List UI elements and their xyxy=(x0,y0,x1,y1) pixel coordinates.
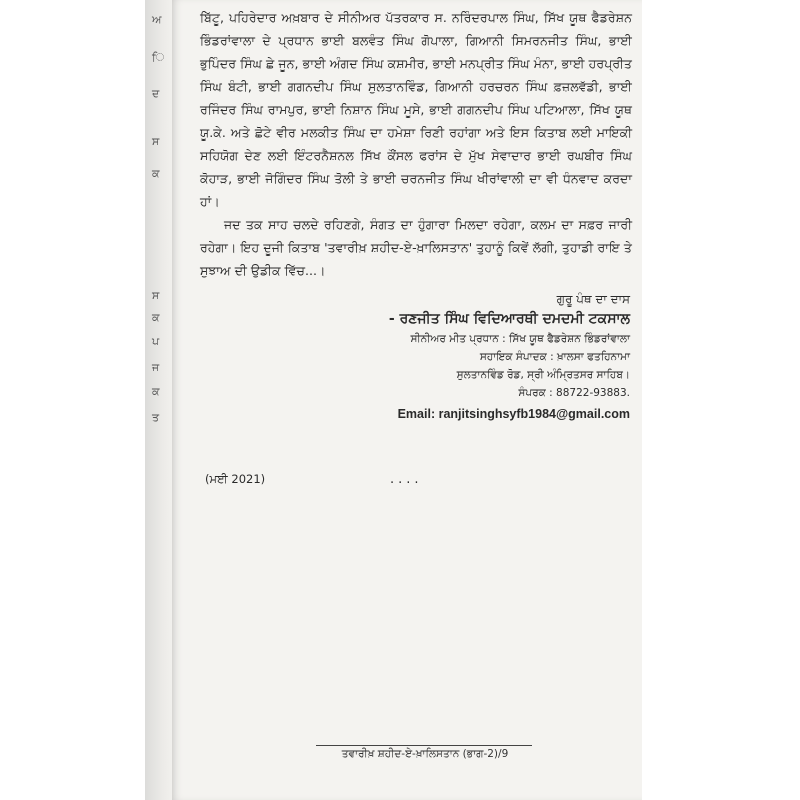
signature-address: ਸੁਲਤਾਨਵਿੰਡ ਰੋਡ, ਸ੍ਰੀ ਅੰਮ੍ਰਿਤਸਰ ਸਾਹਿਬ। xyxy=(456,369,630,381)
left-page-fragment: ਕ xyxy=(152,311,160,324)
left-page-fragment: ਕ xyxy=(152,385,160,398)
left-page-fragment: ਜ xyxy=(152,361,160,374)
left-page-fragment: ਅ xyxy=(152,13,162,26)
left-page-fragment: ਸ xyxy=(152,289,160,302)
left-page-fragment: ਪ xyxy=(152,335,160,348)
paragraph: ਜਦ ਤਕ ਸਾਹ ਚਲਦੇ ਰਹਿਣਗੇ, ਸੰਗਤ ਦਾ ਹੁੰਗਾਰਾ ਮਿਲਦਾ ਰਹੇਗਾ, ਕਲਮ ਦਾ ਸਫ਼ਰ ਜਾਰੀ ਰਹੇਗਾ। ਇਹ ਦੂਜੀ ਕਿਤਾਬ 'ਤਵਾਰੀਖ਼ ਸ਼ਹੀਦ-ਏ-ਖ਼ਾਲਿਸਤਾਨ' ਤੁਹਾਨੂੰ ਕਿਵੇਂ ਲੱਗੀ, ਤੁਹਾਡੀ ਰਾਇ ਤੇ ਸੁਝਾਅ ਦੀ ਉਡੀਕ ਵਿੱਚ...। xyxy=(200,217,632,278)
left-page-fragment: ਦ xyxy=(152,87,160,100)
signature-role: ਸੀਨੀਅਰ ਮੀਤ ਪ੍ਰਧਾਨ : ਸਿੱਖ ਯੂਥ ਫੈਡਰੇਸ਼ਨ ਭਿੰਡਰਾਂਵਾਲਾ xyxy=(410,333,630,345)
signature-salutation: ਗੁਰੂ ਪੰਥ ਦਾ ਦਾਸ xyxy=(556,292,630,306)
left-page-fragment: ਕ xyxy=(152,167,160,180)
footer-rule xyxy=(316,745,532,746)
body-text xyxy=(200,6,632,282)
left-page-fragment: ਤ xyxy=(152,411,160,424)
left-page-edge xyxy=(145,0,175,800)
signature-email: Email: ranjitsinghsyfb1984@gmail.com xyxy=(397,407,630,421)
signature-role: ਸਹਾਇਕ ਸੰਪਾਦਕ : ਖ਼ਾਲਸਾ ਫਤਹਿਨਾਮਾ xyxy=(479,351,630,363)
paragraph: ਬਿੱਟੂ, ਪਹਿਰੇਦਾਰ ਅਖ਼ਬਾਰ ਦੇ ਸੀਨੀਅਰ ਪੱਤਰਕਾਰ ਸ. ਨਰਿੰਦਰਪਾਲ ਸਿੰਘ, ਸਿੱਖ ਯੂਥ ਫੈਡਰੇਸ਼ਨ ਭਿੰਡਰਾਂਵਾਲਾ ਦੇ ਪ੍ਰਧਾਨ ਭਾਈ ਬਲਵੰਤ ਸਿੰਘ ਗੋਪਾਲਾ, ਗਿਆਨੀ ਸਿਮਰਨਜੀਤ ਸਿੰਘ, ਭਾਈ ਭੁਪਿੰਦਰ ਸਿੰਘ ਛੇ ਜੂਨ, ਭਾਈ ਅੰਗਦ ਸਿੰਘ ਕਸ਼ਮੀਰ, ਭਾਈ ਮਨਪ੍ਰੀਤ ਸਿੰਘ ਮੰਨਾ, ਭਾਈ ਹਰਪ੍ਰੀਤ ਸਿੰਘ ਬੰਟੀ, ਭਾਈ ਗਗਨਦੀਪ ਸਿੰਘ ਸੁਲਤਾਨਵਿੰਡ, ਗਿਆਨੀ ਹਰਚਰਨ ਸਿੰਘ ਫ਼ਜ਼ਲਵੱਡੀ, ਭਾਈ ਰਜਿੰਦਰ ਸਿੰਘ ਰਾਮਪੁਰ, ਭਾਈ ਨਿਸ਼ਾਨ ਸਿੰਘ ਮੂਸੇ, ਭਾਈ ਗਗਨਦੀਪ ਸਿੰਘ ਪਟਿਆਲਾ, ਸਿੱਖ ਯੂਥ ਯੂ.ਕੇ. ਅਤੇ ਛੋਟੇ ਵੀਰ ਮਲਕੀਤ ਸਿੰਘ ਦਾ ਹਮੇਸ਼ਾ ਰਿਣੀ ਰਹਾਂਗਾ ਅਤੇ ਇਸ ਕਿਤਾਬ ਲਈ ਮਾਇਕੀ ਸਹਿਯੋਗ ਦੇਣ ਲਈ ਇੰਟਰਨੈਸ਼ਨਲ ਸਿੱਖ ਕੌਂਸਲ ਫਰਾਂਸ ਦੇ ਮੁੱਖ ਸੇਵਾਦਾਰ ਭਾਈ ਰਘਬੀਰ ਸਿੰਘ ਕੋਹਾੜ, ਭਾਈ ਜੋਗਿੰਦਰ ਸਿੰਘ ਤੋਲੀ ਤੇ ਭਾਈ ਚਰਨਜੀਤ ਸਿੰਘ ਖੀਰਾਂਵਾਲੀ ਦਾ ਵੀ ਧੰਨਵਾਦ ਕਰਦਾ ਹਾਂ। xyxy=(200,10,632,209)
left-page-fragment: ਸ xyxy=(152,135,160,148)
signature-block xyxy=(320,290,630,424)
signature-name: - ਰਣਜੀਤ ਸਿੰਘ ਵਿਦਿਆਰਥੀ ਦਮਦਮੀ ਟਕਸਾਲ xyxy=(388,311,630,327)
section-dots: .... xyxy=(390,472,423,487)
date-line: (ਮਈ 2021) xyxy=(205,472,266,486)
page-footer: ਤਵਾਰੀਖ਼ ਸ਼ਹੀਦ-ਏ-ਖ਼ਾਲਿਸਤਾਨ (ਭਾਗ-2)/9 xyxy=(341,748,509,760)
signature-phone: ਸੰਪਰਕ : 88722-93883. xyxy=(518,387,630,399)
left-page-fragment: ਿ xyxy=(152,51,165,64)
